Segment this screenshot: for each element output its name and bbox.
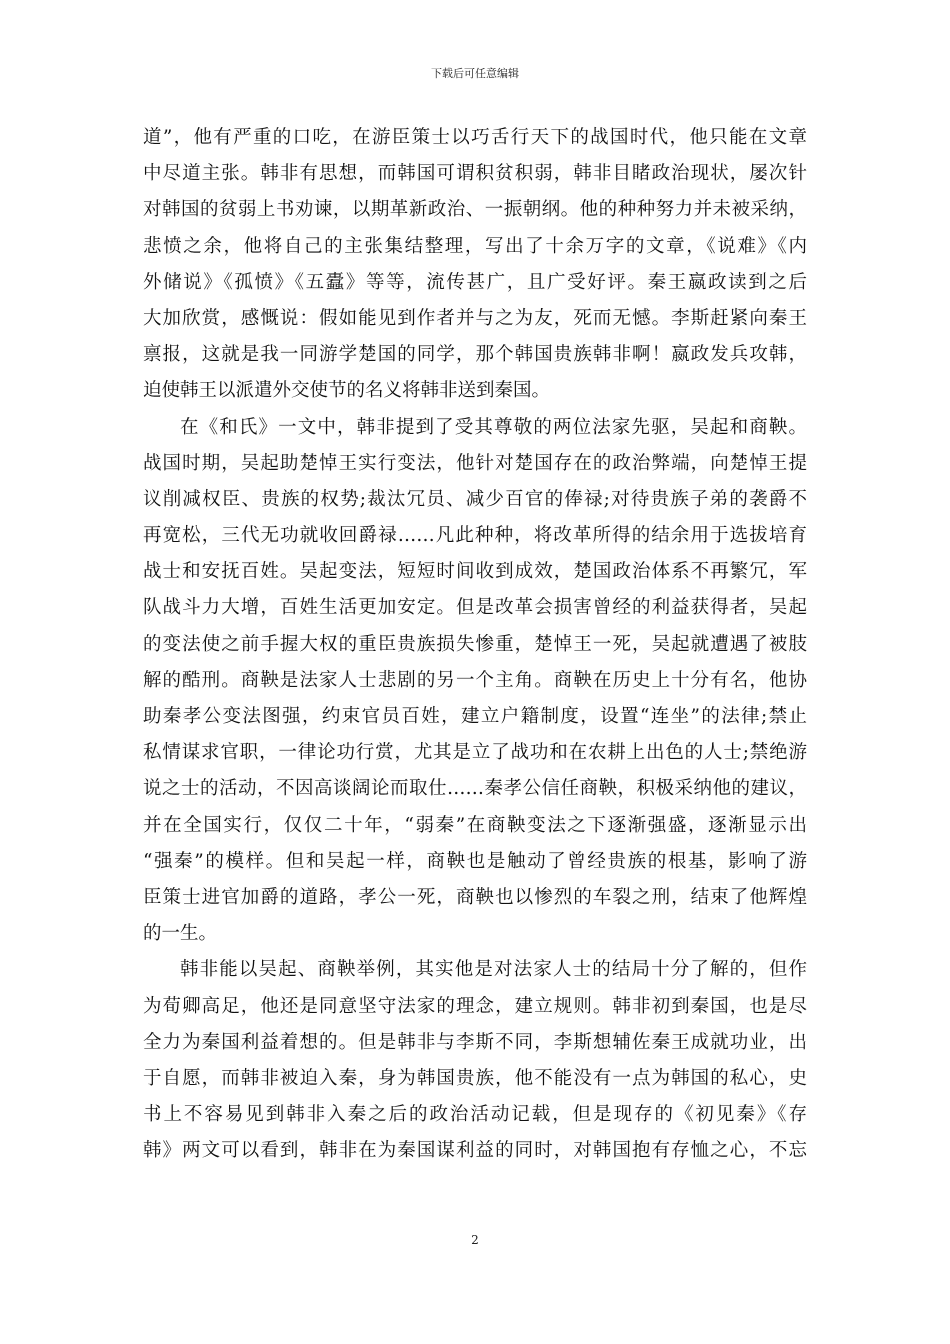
text-line: 在《和氏》一文中，韩非提到了受其尊敬的两位法家先驱，吴起和商鞅。 xyxy=(180,416,807,438)
text-line: 再宽松，三代无功就收回爵禄……凡此种种，将改革所得的结余用于选拔培育 xyxy=(143,525,807,547)
text-line: “强秦”的模样。但和吴起一样，商鞅也是触动了曾经贵族的根基，影响了游 xyxy=(143,850,807,872)
text-line: 的变法使之前手握大权的重臣贵族损失惨重，楚悼王一死，吴起就遭遇了被肢 xyxy=(143,633,807,655)
text-line: 的一生。 xyxy=(143,923,218,945)
text-line: 队战斗力大增，百姓生活更加安定。但是改革会损害曾经的利益获得者，吴起 xyxy=(143,597,807,619)
text-line: 议削减权臣、贵族的权势;裁汰冗员、减少百官的俸禄;对待贵族子弟的袭爵不 xyxy=(143,488,807,510)
text-line: 为荀卿高足，他还是同意坚守法家的理念，建立规则。韩非初到秦国，也是尽 xyxy=(143,995,807,1017)
text-line: 战士和安抚百姓。吴起变法，短短时间收到成效，楚国政治体系不再繁冗，军 xyxy=(143,561,807,583)
text-line: 韩非能以吴起、商鞅举例，其实他是对法家人士的结局十分了解的，但作 xyxy=(180,959,807,981)
text-line: 助秦孝公变法图强，约束官员百姓，建立户籍制度，设置“连坐”的法律;禁止 xyxy=(143,706,807,727)
text-line: 私情谋求官职，一律论功行赏，尤其是立了战功和在农耕上出色的人士;禁绝游 xyxy=(143,742,807,764)
paragraph xyxy=(143,120,807,410)
paragraph xyxy=(143,410,807,953)
text-line: 韩》两文可以看到，韩非在为秦国谋利益的同时，对韩国抱有存恤之心，不忘 xyxy=(143,1140,807,1162)
text-line: 中尽道主张。韩非有思想，而韩国可谓积贫积弱，韩非目睹政治现状，屡次针 xyxy=(143,163,807,185)
text-line: 道”，他有严重的口吃，在游臣策士以巧舌行天下的战国时代，他只能在文章 xyxy=(143,127,807,148)
text-line: 外储说》《孤愤》《五蠹》等等，流传甚广，且广受好评。秦王嬴政读到之后 xyxy=(143,271,807,293)
text-line: 说之士的活动，不因高谈阔论而取仕……秦孝公信任商鞅，积极采纳他的建议， xyxy=(143,778,807,800)
text-line: 全力为秦国利益着想的。但是韩非与李斯不同，李斯想辅佐秦王成就功业，出 xyxy=(143,1031,807,1053)
page-header: 下载后可任意编辑 xyxy=(431,67,519,80)
page-number: 2 xyxy=(471,1233,479,1247)
text-line: 书上不容易见到韩非入秦之后的政治活动记载，但是现存的《初见秦》《存 xyxy=(143,1104,807,1126)
text-line: 臣策士进官加爵的道路，孝公一死，商鞅也以惨烈的车裂之刑，结束了他辉煌 xyxy=(143,886,807,908)
text-line: 并在全国实行，仅仅二十年，“弱秦”在商鞅变法之下逐渐强盛，逐渐显示出 xyxy=(143,814,807,836)
paragraph xyxy=(143,952,807,1169)
text-line: 战国时期，吴起助楚悼王实行变法，他针对楚国存在的政治弊端，向楚悼王提 xyxy=(143,452,807,474)
document-body xyxy=(143,120,807,1169)
text-line: 悲愤之余，他将自己的主张集结整理，写出了十余万字的文章，《说难》《内 xyxy=(143,235,807,257)
text-line: 禀报，这就是我一同游学楚国的同学，那个韩国贵族韩非啊！嬴政发兵攻韩， xyxy=(143,344,807,366)
text-line: 于自愿，而韩非被迫入秦，身为韩国贵族，他不能没有一点为韩国的私心，史 xyxy=(143,1067,807,1089)
text-line: 迫使韩王以派遣外交使节的名义将韩非送到秦国。 xyxy=(143,380,551,402)
text-line: 解的酷刑。商鞅是法家人士悲剧的另一个主角。商鞅在历史上十分有名，他协 xyxy=(143,669,807,691)
text-line: 大加欣赏，感慨说：假如能见到作者并与之为友，死而无憾。李斯赶紧向秦王 xyxy=(143,307,807,329)
text-line: 对韩国的贫弱上书劝谏，以期革新政治、一振朝纲。他的种种努力并未被采纳， xyxy=(143,199,807,221)
